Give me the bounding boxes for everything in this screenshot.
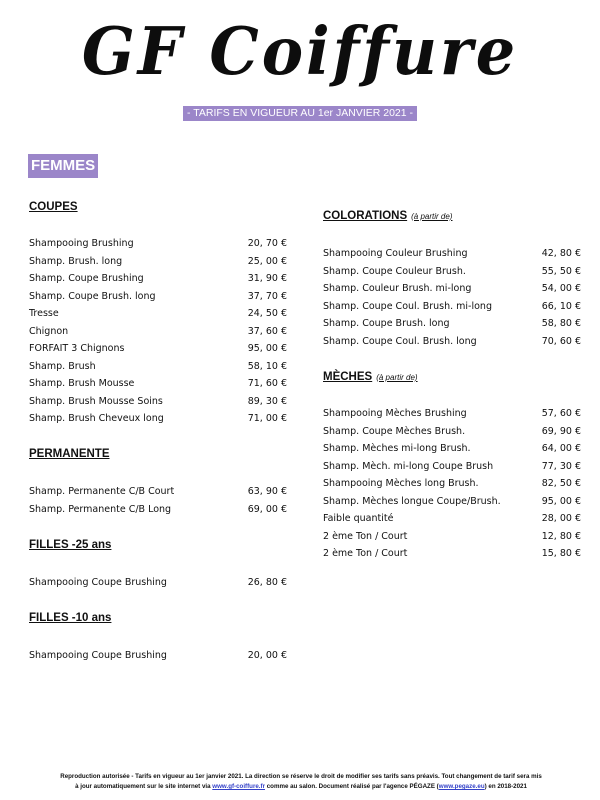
service-price: 64, 00 €	[541, 443, 581, 454]
service-price: 95, 00 €	[247, 343, 287, 354]
price-row	[29, 270, 287, 288]
service-label: Shamp. Mèch. mi-long Coupe Brush	[323, 460, 494, 472]
filles-25-heading: FILLES -25 ans	[29, 539, 112, 551]
service-label: Shampooing Coupe Brushing	[29, 650, 167, 661]
footer-legal-notice	[22, 772, 580, 792]
section-femmes-label: FEMMES	[28, 154, 98, 178]
tariff-validity-banner: - TARIFS EN VIGUEUR AU 1er JANVIER 2021 -	[183, 106, 417, 121]
service-price: 25, 00 €	[247, 255, 287, 267]
service-label: Shamp. Brush Mousse Soins	[29, 395, 163, 407]
price-row	[323, 510, 581, 528]
service-label: Shamp. Brush Cheveux long	[29, 413, 164, 424]
price-row	[29, 647, 287, 665]
colorations-list	[323, 245, 581, 350]
price-row	[323, 315, 581, 333]
salon-logo: GF Coiffure	[81, 13, 519, 90]
price-row	[29, 305, 287, 323]
footer-text-a: à jour automatiquement sur le site internet via	[75, 783, 213, 790]
salon-website-link[interactable]: www.gf-coiffure.fr	[212, 783, 265, 790]
service-label: Shamp. Coupe Coul. Brush. long	[323, 335, 477, 347]
price-row	[323, 298, 581, 316]
price-row	[323, 245, 581, 263]
service-price: 95, 00 €	[541, 495, 581, 507]
price-row	[323, 280, 581, 298]
service-label: Shamp. Coupe Couleur Brush.	[323, 265, 466, 277]
service-price: 57, 60 €	[541, 408, 581, 419]
service-label: Tresse	[29, 308, 59, 319]
service-price: 69, 90 €	[541, 425, 581, 437]
colorations-heading	[323, 210, 452, 222]
footer-line-1: Reproduction autorisée - Tarifs en vigueur au 1er janvier 2021. La direction se réserve le droit de modifier ses tarifs sans préavis. Tout changement de tarif sera mis	[60, 773, 542, 780]
service-label: Shamp. Brush	[29, 360, 96, 372]
price-row	[323, 493, 581, 511]
colorations-title: COLORATIONS	[323, 210, 408, 222]
service-label: Shamp. Coupe Coul. Brush. mi-long	[323, 300, 492, 312]
price-row	[323, 423, 581, 441]
service-price: 37, 70 €	[247, 290, 287, 302]
service-label: Chignon	[29, 325, 69, 337]
service-price: 26, 80 €	[247, 577, 287, 588]
price-row	[323, 405, 581, 423]
price-row	[29, 410, 287, 428]
service-label: Shamp. Couleur Brush. mi-long	[323, 283, 472, 294]
service-price: 37, 60 €	[247, 325, 287, 337]
coupes-list	[29, 235, 287, 428]
service-label: Shampooing Coupe Brushing	[29, 577, 167, 588]
footer-line-2	[22, 782, 580, 792]
meches-heading	[323, 371, 418, 383]
service-price: 70, 60 €	[541, 335, 581, 347]
service-label: Shamp. Permanente C/B Long	[29, 503, 172, 515]
service-label: Shamp. Mèches longue Coupe/Brush.	[323, 495, 501, 507]
service-label: Shampooing Couleur Brushing	[323, 248, 468, 259]
price-row	[323, 458, 581, 476]
price-row	[29, 574, 287, 592]
service-price: 20, 00 €	[247, 650, 287, 661]
service-price: 15, 80 €	[541, 548, 581, 559]
service-label: Shampooing Mèches Brushing	[323, 408, 467, 419]
meches-title: MÈCHES	[323, 371, 373, 383]
price-row	[29, 358, 287, 376]
filles-10-heading: FILLES -10 ans	[29, 612, 112, 624]
price-row	[323, 440, 581, 458]
service-label: Shamp. Brush Mousse	[29, 378, 135, 389]
service-label: Shamp. Coupe Brush. long	[323, 318, 450, 329]
service-price: 71, 00 €	[247, 413, 287, 424]
service-price: 66, 10 €	[541, 300, 581, 312]
service-price: 69, 00 €	[247, 503, 287, 515]
footer-text-b: comme au salon. Document réalisé par l'agence PÉGAZE (	[265, 783, 439, 790]
price-row	[29, 483, 287, 501]
service-price: 63, 90 €	[247, 486, 287, 497]
filles-10-list	[29, 647, 287, 665]
service-label: Faible quantité	[323, 513, 394, 524]
price-row	[323, 528, 581, 546]
service-label: 2 ème Ton / Court	[323, 530, 408, 542]
service-label: 2 ème Ton / Court	[323, 548, 408, 559]
service-price: 82, 50 €	[541, 478, 581, 489]
price-row	[29, 393, 287, 411]
service-label: Shamp. Coupe Brushing	[29, 273, 144, 284]
price-row	[323, 333, 581, 351]
service-price: 28, 00 €	[541, 513, 581, 524]
price-row	[323, 545, 581, 563]
meches-subtitle: (à partir de)	[376, 373, 418, 382]
price-row	[29, 288, 287, 306]
service-label: Shamp. Permanente C/B Court	[29, 486, 175, 497]
service-label: Shamp. Mèches mi-long Brush.	[323, 443, 471, 454]
service-price: 20, 70 €	[247, 238, 287, 249]
service-price: 54, 00 €	[541, 283, 581, 294]
price-row	[323, 475, 581, 493]
price-row	[29, 375, 287, 393]
filles-25-list	[29, 574, 287, 592]
service-price: 71, 60 €	[247, 378, 287, 389]
price-row	[29, 501, 287, 519]
service-price: 31, 90 €	[247, 273, 287, 284]
service-label: Shampooing Brushing	[29, 238, 134, 249]
service-price: 77, 30 €	[541, 460, 581, 472]
service-label: FORFAIT 3 Chignons	[29, 343, 125, 354]
service-label: Shampooing Mèches long Brush.	[323, 478, 479, 489]
service-price: 89, 30 €	[247, 395, 287, 407]
price-row	[29, 323, 287, 341]
price-row	[29, 235, 287, 253]
price-row	[29, 340, 287, 358]
service-price: 58, 10 €	[247, 360, 287, 372]
agency-website-link[interactable]: www.pegaze.eu	[438, 783, 485, 790]
service-price: 12, 80 €	[541, 530, 581, 542]
price-row	[323, 263, 581, 281]
service-price: 55, 50 €	[541, 265, 581, 277]
footer-text-c: ) en 2018-2021	[484, 783, 527, 790]
colorations-subtitle: (à partir de)	[411, 212, 453, 221]
service-label: Shamp. Coupe Brush. long	[29, 290, 156, 302]
price-row	[29, 253, 287, 271]
coupes-heading: COUPES	[29, 201, 78, 213]
service-price: 24, 50 €	[247, 308, 287, 319]
meches-list	[323, 405, 581, 563]
permanente-heading: PERMANENTE	[29, 448, 110, 460]
service-price: 58, 80 €	[541, 318, 581, 329]
service-label: Shamp. Coupe Mèches Brush.	[323, 425, 466, 437]
service-price: 42, 80 €	[541, 248, 581, 259]
permanente-list	[29, 483, 287, 518]
service-label: Shamp. Brush. long	[29, 255, 123, 267]
